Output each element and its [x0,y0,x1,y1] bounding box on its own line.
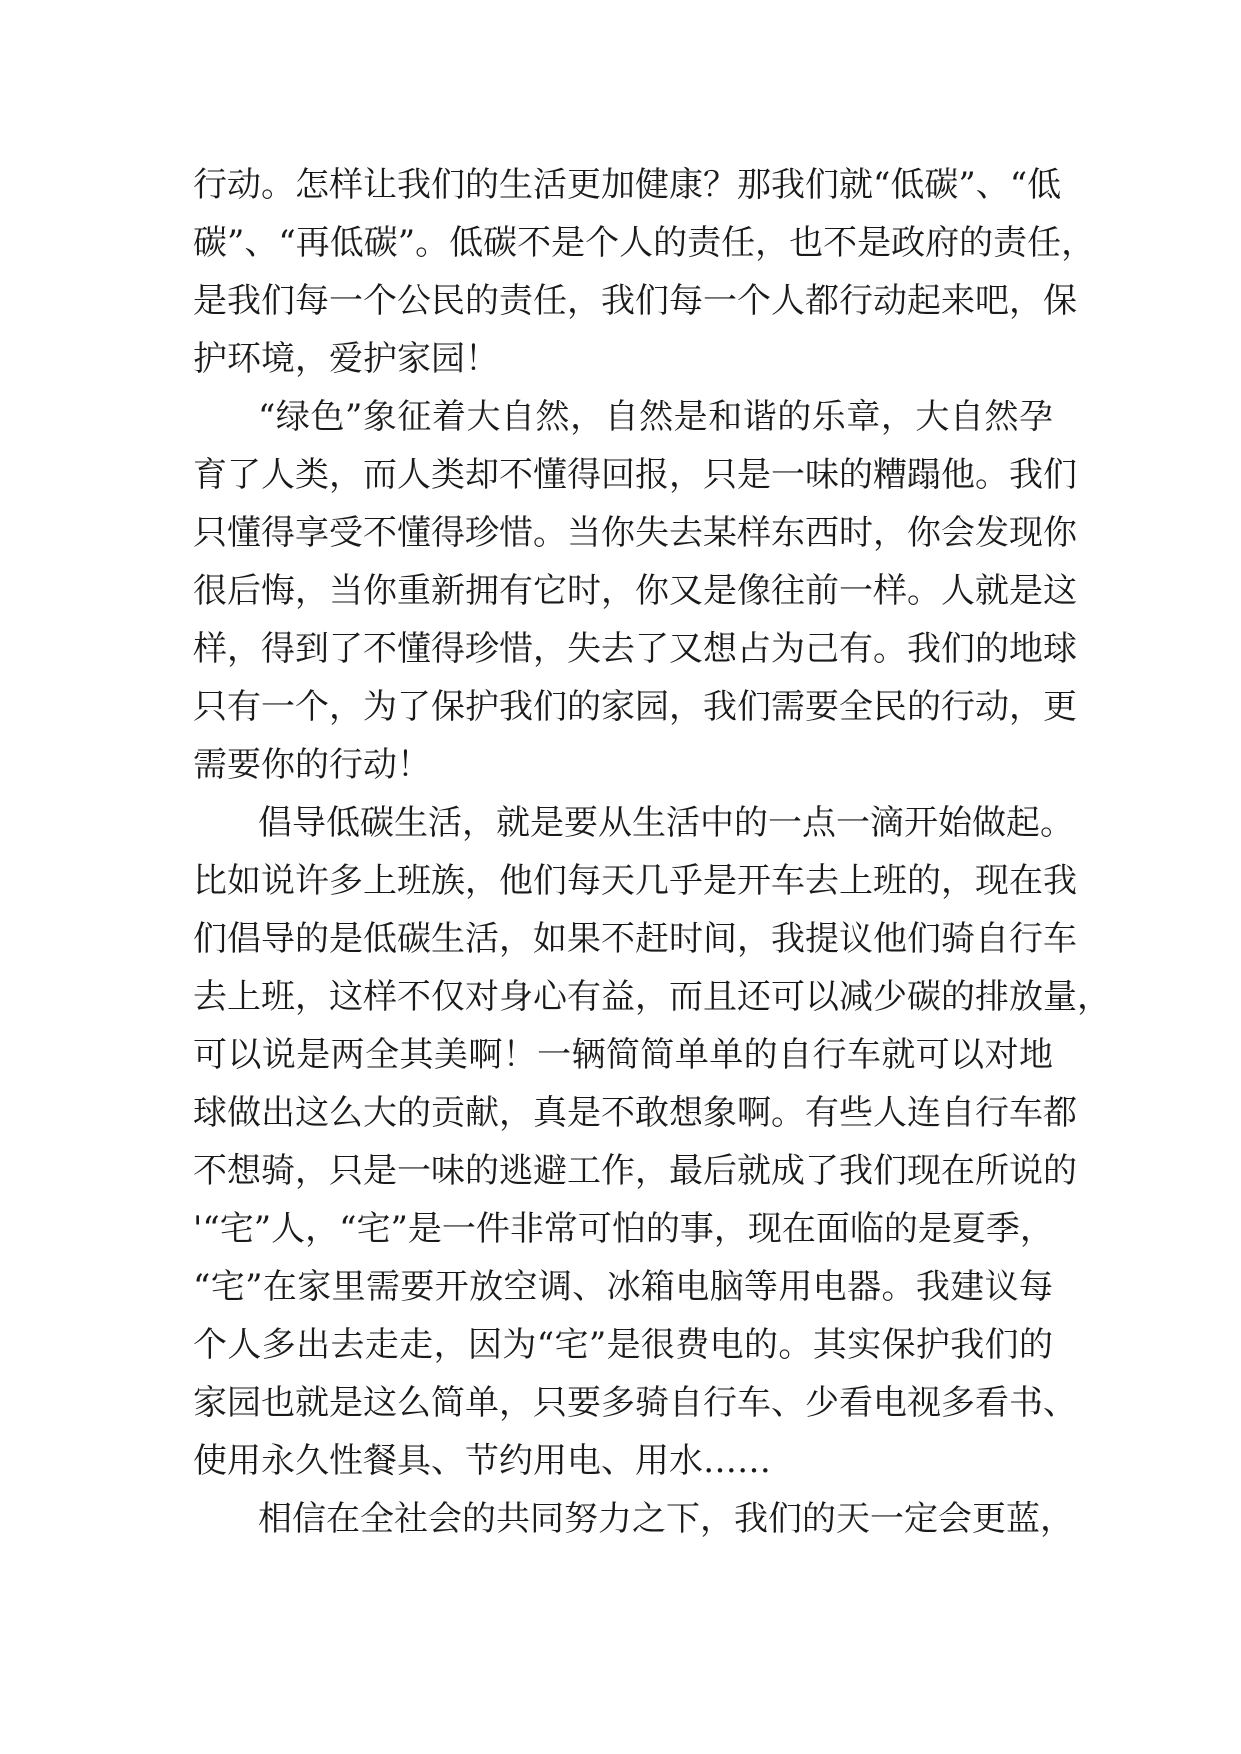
paragraph-first-line: 相信在全社会的共同努力之下，我们的天一定会更蓝， [258,1499,1074,1539]
text-line: 只有一个，为了保护我们的家园，我们需要全民的行动，更 [193,687,1077,727]
text-line: 家园也就是这么简单，只要多骑自行车、少看电视多看书、 [193,1383,1077,1423]
text-line: '“宅”人，“宅”是一件非常可怕的事，现在面临的是夏季， [193,1209,1054,1249]
text-line: 碳”、“再低碳”。低碳不是个人的责任，也不是政府的责任， [193,223,1096,263]
text-line: 样，得到了不懂得珍惜，失去了又想占为己有。我们的地球 [193,629,1077,669]
text-line: 去上班，这样不仅对身心有益，而且还可以减少碳的排放量， [193,977,1111,1017]
text-line: 比如说许多上班族，他们每天几乎是开车去上班的，现在我 [193,861,1077,901]
text-line: 个人多出去走走，因为“宅”是很费电的。其实保护我们的 [193,1325,1053,1365]
text-line: 需要你的行动！ [193,745,431,785]
text-line: 球做出这么大的贡献，真是不敢想象啊。有些人连自行车都 [193,1093,1077,1133]
text-line: 育了人类，而人类却不懂得回报，只是一味的糟蹋他。我们 [193,455,1077,495]
paragraph-first-line: 倡导低碳生活，就是要从生活中的一点一滴开始做起。 [258,803,1074,843]
text-line: 不想骑，只是一味的逃避工作，最后就成了我们现在所说的 [193,1151,1077,1191]
text-line: 使用永久性餐具、节约用电、用水…… [193,1441,771,1481]
text-line: 可以说是两全其美啊！一辆简简单单的自行车就可以对地 [193,1035,1053,1075]
text-line: 护环境，爱护家园！ [193,339,499,379]
text-line: 只懂得享受不懂得珍惜。当你失去某样东西时，你会发现你 [193,513,1077,553]
text-line: 们倡导的是低碳生活，如果不赶时间，我提议他们骑自行车 [193,919,1077,959]
text-line: 很后悔，当你重新拥有它时，你又是像往前一样。人就是这 [193,571,1077,611]
text-line: 行动。怎样让我们的生活更加健康？那我们就“低碳”、“低 [193,165,1062,205]
text-line: 是我们每一个公民的责任，我们每一个人都行动起来吧，保 [193,281,1077,321]
paragraph-first-line: “绿色”象征着大自然，自然是和谐的乐章，大自然孕 [258,397,1053,437]
text-line: “宅”在家里需要开放空调、冰箱电脑等用电器。我建议每 [193,1267,1053,1307]
